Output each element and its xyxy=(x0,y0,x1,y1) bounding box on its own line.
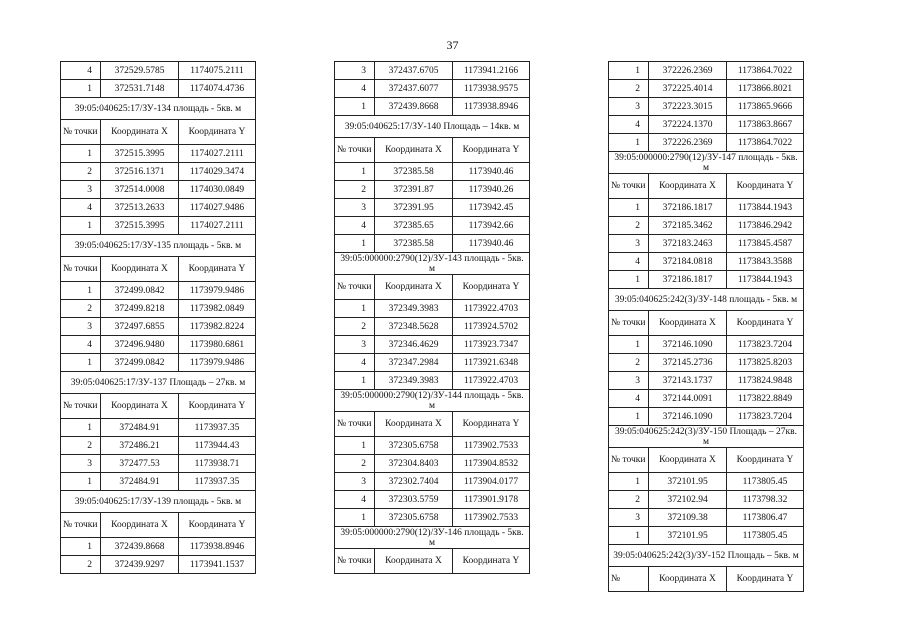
point-number: 1 xyxy=(335,437,375,455)
table-row xyxy=(609,116,804,134)
header-coordinate-y: Координата Y xyxy=(453,138,530,163)
coordinate-x: 372514.0008 xyxy=(101,181,179,199)
coordinate-y: 1173979.9486 xyxy=(179,354,256,372)
parcel-title: 39:05:040625:17/ЗУ-137 Площадь – 27кв. м xyxy=(61,372,256,394)
point-number: 1 xyxy=(335,300,375,318)
point-number: 2 xyxy=(61,163,101,181)
coordinate-x: 372185.3462 xyxy=(649,217,727,235)
coordinate-y: 1173864.7022 xyxy=(727,134,804,152)
coordinate-x: 372183.2463 xyxy=(649,235,727,253)
table-row xyxy=(335,336,530,354)
coordinate-y: 1173938.8946 xyxy=(179,538,256,556)
coordinate-x: 372305.6758 xyxy=(375,437,453,455)
coordinate-x: 372146.1090 xyxy=(649,408,727,426)
parcel-title: 39:05:040625:17/ЗУ-140 Площадь – 14кв. м xyxy=(335,116,530,138)
coordinate-y: 1173822.8849 xyxy=(727,390,804,408)
table-row xyxy=(335,217,530,235)
coordinates-column-middle xyxy=(334,61,529,574)
coordinates-table xyxy=(60,61,256,574)
point-number: 1 xyxy=(335,163,375,181)
header-coordinate-x: Координата X xyxy=(375,549,453,574)
table-header-row xyxy=(61,394,256,419)
parcel-title: 39:05:000000:2790(12)/ЗУ-146 площадь - 5кв. м xyxy=(335,527,530,549)
table-row xyxy=(61,437,256,455)
table-row xyxy=(609,80,804,98)
coordinates-table xyxy=(334,61,530,574)
header-point-number: № точки xyxy=(335,275,375,300)
coordinate-x: 372439.8668 xyxy=(375,98,453,116)
coordinate-y: 1173904.0177 xyxy=(453,473,530,491)
coordinate-y: 1173979.9486 xyxy=(179,282,256,300)
coordinate-x: 372531.7148 xyxy=(101,80,179,98)
header-coordinate-x: Координата X xyxy=(375,412,453,437)
coordinate-y: 1173902.7533 xyxy=(453,509,530,527)
parcel-title: 39:05:040625:242(3)/ЗУ-148 площадь - 5кв. м xyxy=(609,289,804,311)
table-row xyxy=(61,336,256,354)
coordinate-y: 1173923.7347 xyxy=(453,336,530,354)
table-row xyxy=(61,217,256,235)
point-number: 2 xyxy=(335,318,375,336)
parcel-title-row xyxy=(609,152,804,174)
coordinate-y: 1173825.8203 xyxy=(727,354,804,372)
parcel-title-row xyxy=(335,527,530,549)
point-number: 4 xyxy=(335,491,375,509)
parcel-title: 39:05:000000:2790(12)/ЗУ-143 площадь - 5кв. м xyxy=(335,253,530,275)
table-row xyxy=(609,408,804,426)
coordinate-x: 372499.8218 xyxy=(101,300,179,318)
table-row xyxy=(609,527,804,545)
header-coordinate-x: Координата X xyxy=(101,513,179,538)
point-number: 1 xyxy=(335,98,375,116)
table-header-row xyxy=(335,138,530,163)
parcel-title: 39:05:040625:17/ЗУ-139 площадь - 5кв. м xyxy=(61,491,256,513)
coordinate-y: 1173937.35 xyxy=(179,419,256,437)
header-point-number: № xyxy=(609,567,649,592)
table-row xyxy=(609,253,804,271)
coordinate-y: 1173844.1943 xyxy=(727,199,804,217)
coordinate-y: 1173902.7533 xyxy=(453,437,530,455)
coordinate-y: 1173805.45 xyxy=(727,527,804,545)
table-row xyxy=(609,336,804,354)
coordinate-x: 372304.8403 xyxy=(375,455,453,473)
point-number: 3 xyxy=(609,98,649,116)
coordinate-y: 1173922.4703 xyxy=(453,300,530,318)
table-row xyxy=(61,455,256,473)
header-point-number: № точки xyxy=(61,394,101,419)
point-number: 1 xyxy=(335,509,375,527)
coordinate-y: 1173865.9666 xyxy=(727,98,804,116)
coordinate-y: 1173938.9575 xyxy=(453,80,530,98)
header-point-number: № точки xyxy=(61,257,101,282)
table-row xyxy=(609,509,804,527)
coordinate-x: 372477.53 xyxy=(101,455,179,473)
header-coordinate-y: Координата Y xyxy=(727,174,804,199)
point-number: 3 xyxy=(335,199,375,217)
header-point-number: № точки xyxy=(61,513,101,538)
table-row xyxy=(609,372,804,390)
table-header-row xyxy=(609,311,804,336)
coordinate-y: 1173940.26 xyxy=(453,181,530,199)
coordinate-y: 1173921.6348 xyxy=(453,354,530,372)
table-row xyxy=(609,199,804,217)
point-number: 1 xyxy=(61,282,101,300)
coordinate-x: 372499.0842 xyxy=(101,282,179,300)
table-row xyxy=(61,318,256,336)
table-row xyxy=(61,300,256,318)
table-row xyxy=(335,199,530,217)
table-row xyxy=(335,62,530,80)
coordinate-y: 1174075.2111 xyxy=(179,62,256,80)
coordinate-x: 372224.1370 xyxy=(649,116,727,134)
coordinate-x: 372484.91 xyxy=(101,473,179,491)
table-row xyxy=(335,372,530,390)
point-number: 3 xyxy=(335,336,375,354)
coordinate-x: 372516.1371 xyxy=(101,163,179,181)
parcel-title-row xyxy=(335,116,530,138)
coordinates-column-right xyxy=(608,61,803,592)
coordinate-y: 1173823.7204 xyxy=(727,408,804,426)
coordinate-x: 372184.0818 xyxy=(649,253,727,271)
coordinates-column-left xyxy=(60,61,255,574)
parcel-title: 39:05:000000:2790(12)/ЗУ-147 площадь - 5кв. м xyxy=(609,152,804,174)
parcel-title-row xyxy=(609,545,804,567)
table-row xyxy=(61,538,256,556)
header-coordinate-x: Координата X xyxy=(375,275,453,300)
header-point-number: № точки xyxy=(335,412,375,437)
table-row xyxy=(61,354,256,372)
coordinate-y: 1173824.9848 xyxy=(727,372,804,390)
point-number: 4 xyxy=(609,116,649,134)
parcel-title-row xyxy=(609,426,804,448)
coordinate-x: 372515.3995 xyxy=(101,217,179,235)
coordinate-y: 1173941.1537 xyxy=(179,556,256,574)
point-number: 4 xyxy=(609,390,649,408)
header-coordinate-y: Координата Y xyxy=(453,412,530,437)
point-number: 3 xyxy=(61,181,101,199)
coordinate-x: 372496.9480 xyxy=(101,336,179,354)
point-number: 1 xyxy=(609,473,649,491)
parcel-title-row xyxy=(61,235,256,257)
table-header-row xyxy=(61,120,256,145)
coordinate-y: 1173941.2166 xyxy=(453,62,530,80)
coordinate-y: 1173823.7204 xyxy=(727,336,804,354)
point-number: 2 xyxy=(609,80,649,98)
point-number: 1 xyxy=(609,134,649,152)
table-header-row xyxy=(61,513,256,538)
coordinate-y: 1173845.4587 xyxy=(727,235,804,253)
table-header-row xyxy=(335,412,530,437)
header-coordinate-y: Координата Y xyxy=(453,275,530,300)
table-header-row xyxy=(335,549,530,574)
coordinate-x: 372513.2633 xyxy=(101,199,179,217)
parcel-title: 39:05:040625:17/ЗУ-135 площадь - 5кв. м xyxy=(61,235,256,257)
coordinate-y: 1173922.4703 xyxy=(453,372,530,390)
coordinate-x: 372143.1737 xyxy=(649,372,727,390)
header-coordinate-y: Координата Y xyxy=(179,394,256,419)
coordinate-x: 372385.58 xyxy=(375,235,453,253)
table-row xyxy=(335,491,530,509)
point-number: 4 xyxy=(61,336,101,354)
coordinates-table xyxy=(608,61,804,592)
coordinate-y: 1174027.9486 xyxy=(179,199,256,217)
coordinate-y: 1174029.3474 xyxy=(179,163,256,181)
header-coordinate-y: Координата Y xyxy=(179,513,256,538)
parcel-title: 39:05:040625:242(3)/ЗУ-150 Площадь – 27кв. м xyxy=(609,426,804,448)
coordinate-x: 372348.5628 xyxy=(375,318,453,336)
coordinate-y: 1173982.0849 xyxy=(179,300,256,318)
point-number: 2 xyxy=(61,556,101,574)
point-number: 1 xyxy=(609,408,649,426)
table-row xyxy=(61,419,256,437)
parcel-title-row xyxy=(609,289,804,311)
coordinate-y: 1173846.2942 xyxy=(727,217,804,235)
point-number: 1 xyxy=(609,62,649,80)
header-coordinate-y: Координата Y xyxy=(727,448,804,473)
point-number: 2 xyxy=(609,354,649,372)
table-row xyxy=(61,62,256,80)
table-row xyxy=(609,390,804,408)
point-number: 1 xyxy=(609,199,649,217)
point-number: 2 xyxy=(609,491,649,509)
coordinate-x: 372226.2369 xyxy=(649,62,727,80)
coordinate-x: 372101.95 xyxy=(649,527,727,545)
point-number: 2 xyxy=(61,437,101,455)
point-number: 4 xyxy=(335,217,375,235)
table-row xyxy=(61,80,256,98)
table-row xyxy=(61,181,256,199)
header-coordinate-x: Координата X xyxy=(649,311,727,336)
coordinate-x: 372529.5785 xyxy=(101,62,179,80)
header-coordinate-x: Координата X xyxy=(101,120,179,145)
header-point-number: № точки xyxy=(609,311,649,336)
coordinate-y: 1173843.3588 xyxy=(727,253,804,271)
coordinate-x: 372305.6758 xyxy=(375,509,453,527)
coordinate-x: 372303.5759 xyxy=(375,491,453,509)
coordinate-x: 372302.7404 xyxy=(375,473,453,491)
point-number: 1 xyxy=(61,419,101,437)
table-header-row xyxy=(609,567,804,592)
coordinate-y: 1173805.45 xyxy=(727,473,804,491)
header-coordinate-x: Координата X xyxy=(375,138,453,163)
coordinate-y: 1173944.43 xyxy=(179,437,256,455)
coordinate-x: 372497.6855 xyxy=(101,318,179,336)
coordinate-y: 1173940.46 xyxy=(453,235,530,253)
table-row xyxy=(61,556,256,574)
point-number: 1 xyxy=(61,217,101,235)
coordinate-x: 372437.6705 xyxy=(375,62,453,80)
point-number: 1 xyxy=(61,145,101,163)
coordinate-x: 372347.2984 xyxy=(375,354,453,372)
point-number: 1 xyxy=(335,235,375,253)
table-row xyxy=(609,491,804,509)
parcel-title-row xyxy=(335,390,530,412)
coordinate-x: 372385.65 xyxy=(375,217,453,235)
table-row xyxy=(609,354,804,372)
header-coordinate-y: Координата Y xyxy=(179,257,256,282)
header-point-number: № точки xyxy=(609,448,649,473)
point-number: 4 xyxy=(335,80,375,98)
header-coordinate-x: Координата X xyxy=(649,567,727,592)
table-row xyxy=(609,217,804,235)
coordinate-y: 1173937.35 xyxy=(179,473,256,491)
coordinate-y: 1173942.45 xyxy=(453,199,530,217)
table-row xyxy=(609,271,804,289)
coordinate-y: 1173864.7022 xyxy=(727,62,804,80)
table-row xyxy=(335,455,530,473)
point-number: 3 xyxy=(61,455,101,473)
parcel-title: 39:05:040625:242(3)/ЗУ-152 Площадь – 5кв. м xyxy=(609,545,804,567)
coordinate-x: 372145.2736 xyxy=(649,354,727,372)
coordinate-x: 372223.3015 xyxy=(649,98,727,116)
point-number: 2 xyxy=(61,300,101,318)
table-row xyxy=(609,98,804,116)
header-coordinate-x: Координата X xyxy=(649,448,727,473)
table-row xyxy=(61,163,256,181)
coordinate-x: 372102.94 xyxy=(649,491,727,509)
coordinate-y: 1173806.47 xyxy=(727,509,804,527)
table-row xyxy=(335,437,530,455)
coordinate-x: 372385.58 xyxy=(375,163,453,181)
coordinate-x: 372391.95 xyxy=(375,199,453,217)
table-row xyxy=(335,300,530,318)
coordinate-x: 372346.4629 xyxy=(375,336,453,354)
coordinate-x: 372146.1090 xyxy=(649,336,727,354)
point-number: 2 xyxy=(609,217,649,235)
coordinate-y: 1173863.8667 xyxy=(727,116,804,134)
header-coordinate-y: Координата Y xyxy=(453,549,530,574)
coordinate-y: 1173938.8946 xyxy=(453,98,530,116)
parcel-title-row xyxy=(61,491,256,513)
table-row xyxy=(335,80,530,98)
table-row xyxy=(609,134,804,152)
point-number: 2 xyxy=(335,181,375,199)
coordinate-x: 372439.8668 xyxy=(101,538,179,556)
coordinate-x: 372391.87 xyxy=(375,181,453,199)
coordinate-x: 372349.3983 xyxy=(375,300,453,318)
table-row xyxy=(61,199,256,217)
coordinate-x: 372226.2369 xyxy=(649,134,727,152)
point-number: 1 xyxy=(61,80,101,98)
coordinate-x: 372349.3983 xyxy=(375,372,453,390)
table-row xyxy=(335,235,530,253)
table-row xyxy=(335,473,530,491)
point-number: 3 xyxy=(61,318,101,336)
table-row xyxy=(335,318,530,336)
coordinate-y: 1174030.0849 xyxy=(179,181,256,199)
coordinate-y: 1174027.2111 xyxy=(179,217,256,235)
table-row xyxy=(335,181,530,199)
coordinate-x: 372144.0091 xyxy=(649,390,727,408)
table-row xyxy=(61,145,256,163)
coordinate-x: 372186.1817 xyxy=(649,199,727,217)
header-coordinate-y: Координата Y xyxy=(727,311,804,336)
table-row xyxy=(61,473,256,491)
table-row xyxy=(609,235,804,253)
point-number: 4 xyxy=(61,62,101,80)
header-coordinate-y: Координата Y xyxy=(727,567,804,592)
coordinate-x: 372101.95 xyxy=(649,473,727,491)
coordinate-y: 1173904.8532 xyxy=(453,455,530,473)
point-number: 4 xyxy=(61,199,101,217)
header-coordinate-x: Координата X xyxy=(101,257,179,282)
header-coordinate-y: Координата Y xyxy=(179,120,256,145)
parcel-title: 39:05:000000:2790(12)/ЗУ-144 площадь - 5кв. м xyxy=(335,390,530,412)
coordinate-x: 372186.1817 xyxy=(649,271,727,289)
coordinate-x: 372109.38 xyxy=(649,509,727,527)
header-point-number: № точки xyxy=(335,138,375,163)
coordinate-y: 1173924.5702 xyxy=(453,318,530,336)
point-number: 3 xyxy=(609,235,649,253)
point-number: 1 xyxy=(61,473,101,491)
point-number: 3 xyxy=(609,509,649,527)
table-row xyxy=(609,62,804,80)
coordinate-x: 372515.3995 xyxy=(101,145,179,163)
coordinate-x: 372484.91 xyxy=(101,419,179,437)
coordinate-y: 1174027.2111 xyxy=(179,145,256,163)
header-point-number: № точки xyxy=(61,120,101,145)
coordinate-y: 1173938.71 xyxy=(179,455,256,473)
parcel-title-row xyxy=(335,253,530,275)
point-number: 3 xyxy=(609,372,649,390)
table-header-row xyxy=(609,174,804,199)
coordinate-y: 1173866.8021 xyxy=(727,80,804,98)
table-row xyxy=(609,473,804,491)
page-number: 37 xyxy=(446,38,459,52)
table-header-row xyxy=(61,257,256,282)
coordinate-y: 1173844.1943 xyxy=(727,271,804,289)
coordinate-x: 372437.6077 xyxy=(375,80,453,98)
point-number: 4 xyxy=(609,253,649,271)
point-number: 1 xyxy=(609,527,649,545)
table-header-row xyxy=(335,275,530,300)
coordinate-y: 1174074.4736 xyxy=(179,80,256,98)
point-number: 1 xyxy=(609,336,649,354)
coordinate-x: 372486.21 xyxy=(101,437,179,455)
coordinate-x: 372499.0842 xyxy=(101,354,179,372)
table-row xyxy=(335,163,530,181)
point-number: 3 xyxy=(335,62,375,80)
coordinate-y: 1173982.8224 xyxy=(179,318,256,336)
table-header-row xyxy=(609,448,804,473)
header-coordinate-x: Координата X xyxy=(101,394,179,419)
point-number: 1 xyxy=(61,538,101,556)
parcel-title: 39:05:040625:17/ЗУ-134 площадь - 5кв. м xyxy=(61,98,256,120)
coordinate-y: 1173942.66 xyxy=(453,217,530,235)
parcel-title-row xyxy=(61,98,256,120)
coordinate-x: 372225.4014 xyxy=(649,80,727,98)
table-row xyxy=(61,282,256,300)
coordinate-x: 372439.9297 xyxy=(101,556,179,574)
point-number: 1 xyxy=(61,354,101,372)
header-coordinate-x: Координата X xyxy=(649,174,727,199)
table-row xyxy=(335,354,530,372)
coordinate-y: 1173901.9178 xyxy=(453,491,530,509)
point-number: 1 xyxy=(335,372,375,390)
coordinate-y: 1173980.6861 xyxy=(179,336,256,354)
table-row xyxy=(335,98,530,116)
table-row xyxy=(335,509,530,527)
coordinate-y: 1173798.32 xyxy=(727,491,804,509)
point-number: 2 xyxy=(335,455,375,473)
header-point-number: № точки xyxy=(335,549,375,574)
parcel-title-row xyxy=(61,372,256,394)
header-point-number: № точки xyxy=(609,174,649,199)
coordinate-y: 1173940.46 xyxy=(453,163,530,181)
point-number: 4 xyxy=(335,354,375,372)
point-number: 1 xyxy=(609,271,649,289)
point-number: 3 xyxy=(335,473,375,491)
